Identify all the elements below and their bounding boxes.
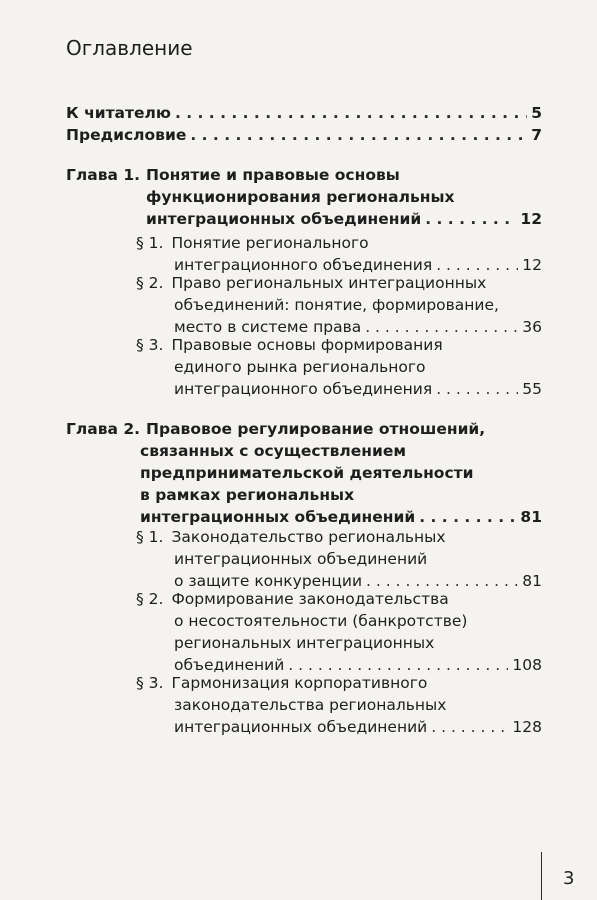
toc-section-2-2[interactable] [136, 588, 542, 610]
toc-section-2-3[interactable] [136, 672, 542, 694]
section-title: место в системе права [174, 318, 362, 336]
section-title: единого рынка регионального [174, 358, 426, 376]
toc-section-1-2[interactable] [136, 272, 542, 294]
toc-section-2-1-cont1 [174, 548, 542, 570]
chapter-title: интеграционных объединений [140, 508, 416, 526]
chapter-title: Понятие и правовые основы [146, 166, 400, 184]
toc-section-2-1[interactable] [136, 526, 542, 548]
section-number: § 1. [136, 528, 164, 546]
section-number: § 2. [136, 590, 164, 608]
section-title: о защите конкуренции [174, 572, 363, 590]
section-title: Законодательство региональных [171, 528, 446, 546]
chapter-title: интеграционных объединений [146, 210, 422, 228]
toc-entry-to-reader[interactable] [66, 102, 542, 124]
toc-entry-page: 128 [512, 718, 542, 736]
chapter-title: функционирования региональных [146, 188, 455, 206]
toc-entry-page: 81 [520, 508, 542, 526]
toc-chapter-2-line-2 [140, 440, 542, 462]
section-title: интеграционных объединений [174, 550, 428, 568]
section-number: § 2. [136, 274, 164, 292]
toc-entry-page: 108 [512, 656, 542, 674]
toc-entry-page: 81 [522, 572, 542, 590]
section-title: Формирование законодательства [171, 590, 449, 608]
section-title: Гармонизация корпоративного [171, 674, 428, 692]
section-title: о несостоятельности (банкротстве) [174, 612, 468, 630]
page-number: 3 [563, 868, 575, 889]
toc-section-1-3[interactable] [136, 334, 542, 356]
section-number: § 3. [136, 674, 164, 692]
section-title: объединений [174, 656, 285, 674]
section-number: § 3. [136, 336, 164, 354]
toc-entry-page: 5 [531, 104, 542, 122]
dot-leader [425, 208, 516, 230]
section-title: объединений: понятие, формирование, [174, 296, 499, 314]
dot-leader [436, 378, 518, 400]
toc-entry-preface[interactable] [66, 124, 542, 146]
toc-heading: Оглавление [66, 36, 193, 60]
toc-entry-page: 55 [522, 380, 542, 398]
toc-section-1-3-cont2 [174, 378, 542, 400]
page-margin-rule [541, 852, 542, 900]
dot-leader [419, 506, 516, 528]
chapter-title: Правовое регулирование отношений, [146, 420, 486, 438]
toc-entry-page: 7 [531, 126, 542, 144]
section-title: интеграционного объединения [174, 256, 433, 274]
toc-chapter-2-line-1[interactable] [66, 418, 542, 440]
toc-section-1-3-cont1 [174, 356, 542, 378]
toc-entry-title: К читателю [66, 104, 171, 122]
section-title: региональных интеграционных [174, 634, 435, 652]
chapter-title: связанных с осуществлением [140, 442, 407, 460]
section-title: Понятие регионального [171, 234, 369, 252]
section-title: законодательства региональных [174, 696, 447, 714]
dot-leader [431, 716, 508, 738]
dot-leader [175, 102, 527, 124]
toc-entry-title: Предисловие [66, 126, 187, 144]
chapter-label: Глава 2. [66, 420, 141, 438]
chapter-title: в рамках региональных [140, 486, 355, 504]
toc-chapter-2-line-4 [140, 484, 542, 506]
toc-section-1-1[interactable] [136, 232, 542, 254]
toc-entry-page: 12 [520, 210, 542, 228]
toc-chapter-1-line-3 [146, 208, 542, 230]
chapter-label: Глава 1. [66, 166, 141, 184]
toc-entry-page: 12 [522, 256, 542, 274]
toc-entry-page: 36 [522, 318, 542, 336]
section-title: интеграционного объединения [174, 380, 433, 398]
toc-chapter-1-line-1[interactable] [66, 164, 542, 186]
toc-section-2-2-cont1 [174, 610, 542, 632]
toc-section-2-3-cont1 [174, 694, 542, 716]
chapter-title: предпринимательской деятельности [140, 464, 474, 482]
section-title: интеграционных объединений [174, 718, 428, 736]
toc-chapter-2-line-3 [140, 462, 542, 484]
toc-section-2-3-cont2 [174, 716, 542, 738]
toc-chapter-2-line-5 [140, 506, 542, 528]
dot-leader [190, 124, 527, 146]
section-title: Право региональных интеграционных [171, 274, 487, 292]
section-title: Правовые основы формирования [171, 336, 443, 354]
section-number: § 1. [136, 234, 164, 252]
toc-chapter-1-line-2 [146, 186, 542, 208]
toc-section-1-2-cont1 [174, 294, 542, 316]
toc-section-2-2-cont2 [174, 632, 542, 654]
